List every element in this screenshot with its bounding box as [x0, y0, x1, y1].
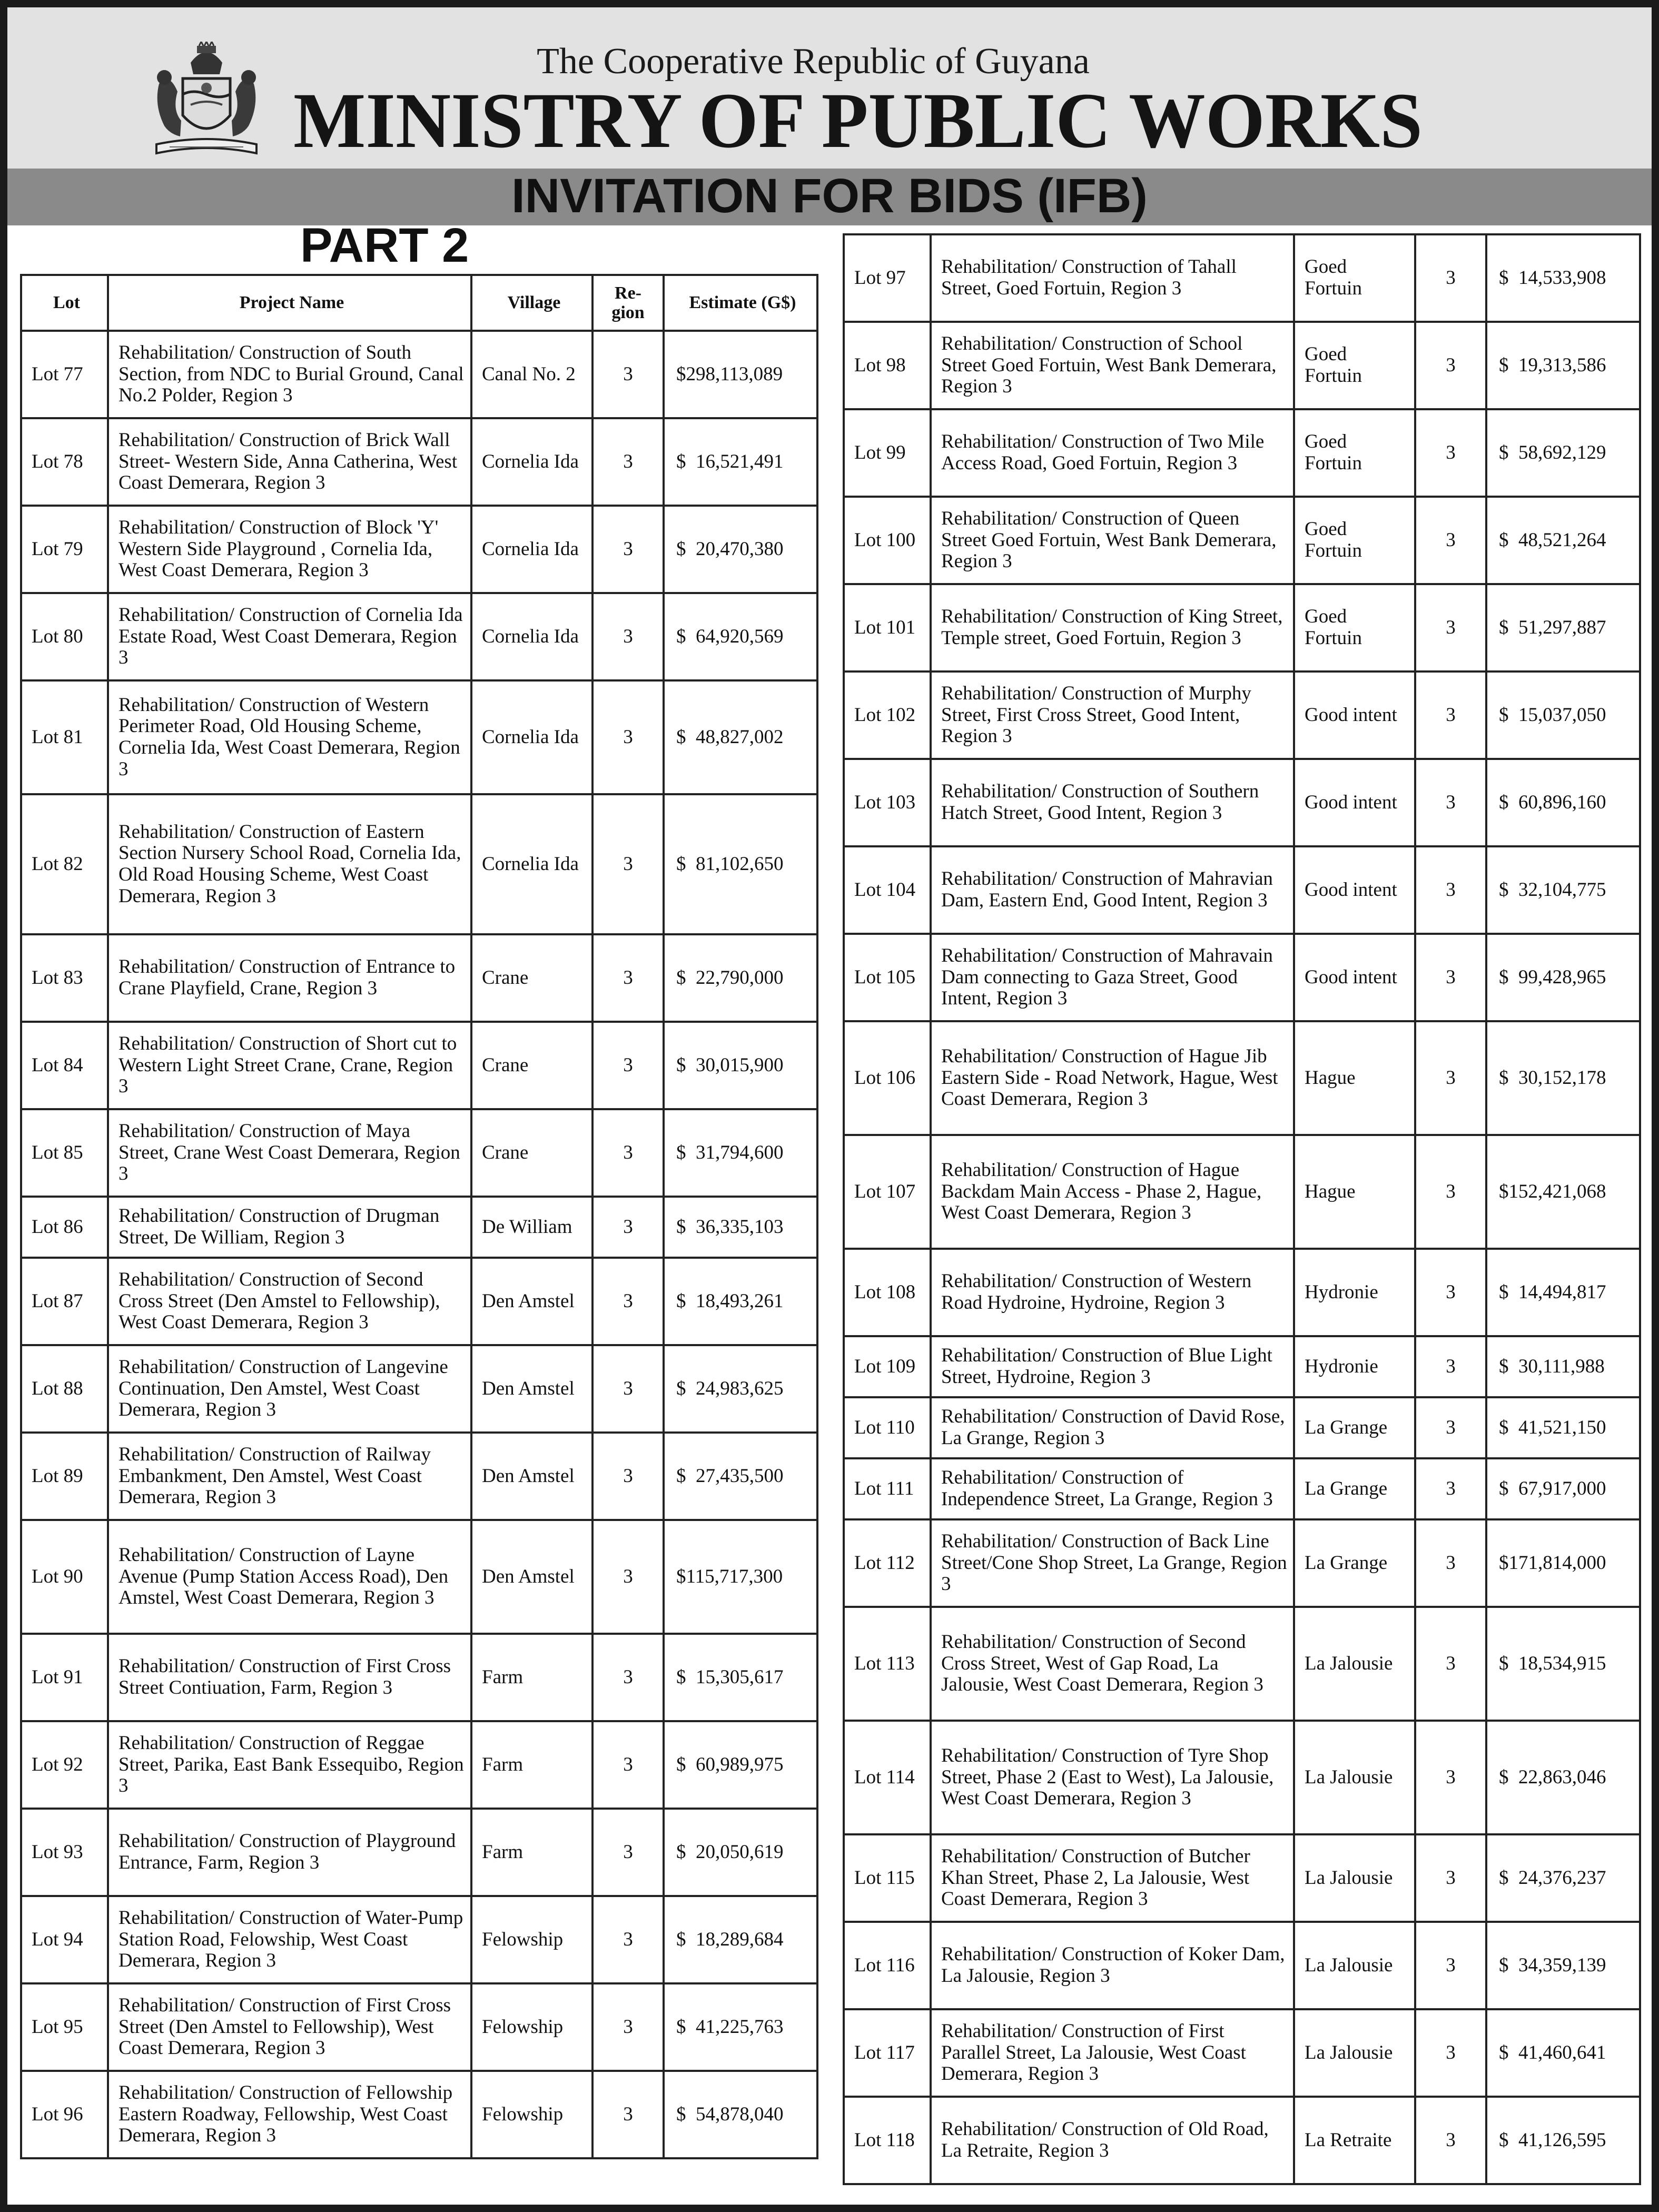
estimate-cell: $115,717,300 [664, 1520, 817, 1634]
village-cell: La Grange [1294, 1397, 1415, 1458]
lot-cell: Lot 82 [21, 794, 108, 934]
village-cell: Felowship [471, 1983, 592, 2071]
lot-cell: Lot 94 [21, 1896, 108, 1983]
region-cell: 3 [1415, 934, 1486, 1021]
village-cell: Good intent [1294, 846, 1415, 934]
region-cell: 3 [592, 1022, 664, 1109]
village-cell: Goed Fortuin [1294, 497, 1415, 584]
lot-cell: Lot 99 [844, 409, 931, 497]
project-name-cell: Rehabilitation/ Construction of Maya Street, Crane West Coast Demerara, Region 3 [108, 1109, 471, 1197]
region-cell: 3 [592, 1721, 664, 1809]
village-cell: Hague [1294, 1021, 1415, 1135]
region-cell: 3 [592, 1896, 664, 1983]
estimate-cell: $ 24,376,237 [1486, 1834, 1640, 1922]
bids-table-right [843, 233, 1641, 2185]
guyana-coat-of-arms-icon [149, 42, 264, 160]
column-header-estimate: Estimate (G$) [664, 275, 817, 331]
village-cell: Hydronie [1294, 1249, 1415, 1336]
region-cell: 3 [1415, 1397, 1486, 1458]
estimate-cell: $ 18,493,261 [664, 1258, 817, 1345]
table-row [21, 1258, 817, 1345]
lot-cell: Lot 100 [844, 497, 931, 584]
lot-cell: Lot 106 [844, 1021, 931, 1135]
column-header-project: Project Name [108, 275, 471, 331]
lot-cell: Lot 105 [844, 934, 931, 1021]
table-row [21, 1520, 817, 1634]
region-cell: 3 [592, 934, 664, 1022]
village-cell: La Grange [1294, 1458, 1415, 1519]
village-cell: Good intent [1294, 934, 1415, 1021]
project-name-cell: Rehabilitation/ Construction of First Cross Street (Den Amstel to Fellowship), West Coast Demerara, Region 3 [108, 1983, 471, 2071]
village-cell: La Jalousie [1294, 1922, 1415, 2009]
table-header-row [21, 275, 817, 331]
lot-cell: Lot 111 [844, 1458, 931, 1519]
village-cell: Cornelia Ida [471, 418, 592, 506]
lot-cell: Lot 110 [844, 1397, 931, 1458]
estimate-cell: $ 34,359,139 [1486, 1922, 1640, 2009]
village-cell: Hydronie [1294, 1336, 1415, 1397]
table-row [21, 418, 817, 506]
region-cell: 3 [592, 331, 664, 418]
part-heading: PART 2 [300, 219, 469, 272]
project-name-cell: Rehabilitation/ Construction of Queen Street Goed Fortuin, West Bank Demerara, Region 3 [931, 497, 1294, 584]
village-cell: Den Amstel [471, 1258, 592, 1345]
estimate-cell: $152,421,068 [1486, 1135, 1640, 1249]
lot-cell: Lot 104 [844, 846, 931, 934]
project-name-cell: Rehabilitation/ Construction of School Street Goed Fortuin, West Bank Demerara, Region 3 [931, 322, 1294, 409]
project-name-cell: Rehabilitation/ Construction of Short cut to Western Light Street Crane, Crane, Region 3 [108, 1022, 471, 1109]
table-row [21, 1896, 817, 1983]
lot-cell: Lot 95 [21, 1983, 108, 2071]
lot-cell: Lot 89 [21, 1433, 108, 1520]
lot-cell: Lot 102 [844, 671, 931, 759]
region-cell: 3 [1415, 846, 1486, 934]
project-name-cell: Rehabilitation/ Construction of Second Cross Street, West of Gap Road, La Jalousie, West Coast Demerara, Region 3 [931, 1607, 1294, 1721]
village-cell: Farm [471, 1809, 592, 1896]
estimate-cell: $ 27,435,500 [664, 1433, 817, 1520]
lot-cell: Lot 88 [21, 1345, 108, 1433]
region-cell: 3 [1415, 759, 1486, 846]
lot-cell: Lot 117 [844, 2009, 931, 2097]
project-name-cell: Rehabilitation/ Construction of Water-Pump Station Road, Felowship, West Coast Demerara, Region 3 [108, 1896, 471, 1983]
table-row [844, 234, 1640, 322]
table-row [844, 322, 1640, 409]
estimate-cell: $ 64,920,569 [664, 593, 817, 680]
table-row [844, 497, 1640, 584]
region-cell: 3 [1415, 2097, 1486, 2184]
region-cell: 3 [592, 1109, 664, 1197]
table-row [844, 759, 1640, 846]
table-row [844, 2097, 1640, 2184]
project-name-cell: Rehabilitation/ Construction of Western Perimeter Road, Old Housing Scheme, Cornelia Ida, West Coast Demerara, Region 3 [108, 680, 471, 794]
village-cell: Canal No. 2 [471, 331, 592, 418]
lot-cell: Lot 84 [21, 1022, 108, 1109]
village-cell: Cornelia Ida [471, 593, 592, 680]
region-cell: 3 [1415, 584, 1486, 671]
region-cell: 3 [592, 593, 664, 680]
project-name-cell: Rehabilitation/ Construction of Layne Avenue (Pump Station Access Road), Den Amstel, West Coast Demerara, Region 3 [108, 1520, 471, 1634]
region-cell: 3 [1415, 1834, 1486, 1922]
village-cell: Den Amstel [471, 1433, 592, 1520]
table-row [844, 934, 1640, 1021]
project-name-cell: Rehabilitation/ Construction of Mahravian Dam, Eastern End, Good Intent, Region 3 [931, 846, 1294, 934]
estimate-cell: $ 51,297,887 [1486, 584, 1640, 671]
project-name-cell: Rehabilitation/ Construction of Playground Entrance, Farm, Region 3 [108, 1809, 471, 1896]
estimate-cell: $ 41,460,641 [1486, 2009, 1640, 2097]
lot-cell: Lot 109 [844, 1336, 931, 1397]
lot-cell: Lot 78 [21, 418, 108, 506]
project-name-cell: Rehabilitation/ Construction of Western Road Hydroine, Hydroine, Region 3 [931, 1249, 1294, 1336]
estimate-cell: $ 48,827,002 [664, 680, 817, 794]
table-row [21, 1109, 817, 1197]
village-cell: Goed Fortuin [1294, 322, 1415, 409]
project-name-cell: Rehabilitation/ Construction of Entrance to Crane Playfield, Crane, Region 3 [108, 934, 471, 1022]
region-cell: 3 [1415, 671, 1486, 759]
column-header-region: Re- gion [592, 275, 664, 331]
village-cell: Crane [471, 934, 592, 1022]
estimate-cell: $ 60,989,975 [664, 1721, 817, 1809]
project-name-cell: Rehabilitation/ Construction of Brick Wall Street- Western Side, Anna Catherina, West Coast Demerara, Region 3 [108, 418, 471, 506]
estimate-cell: $ 60,896,160 [1486, 759, 1640, 846]
project-name-cell: Rehabilitation/ Construction of Independence Street, La Grange, Region 3 [931, 1458, 1294, 1519]
village-cell: Goed Fortuin [1294, 234, 1415, 322]
lot-cell: Lot 83 [21, 934, 108, 1022]
village-cell: Hague [1294, 1135, 1415, 1249]
region-cell: 3 [1415, 409, 1486, 497]
estimate-cell: $ 15,305,617 [664, 1634, 817, 1721]
project-name-cell: Rehabilitation/ Construction of Fellowship Eastern Roadway, Fellowship, West Coast Demerara, Region 3 [108, 2071, 471, 2158]
estimate-cell: $ 81,102,650 [664, 794, 817, 934]
region-cell: 3 [1415, 1135, 1486, 1249]
table-row [844, 846, 1640, 934]
region-cell: 3 [592, 1433, 664, 1520]
region-cell: 3 [592, 1634, 664, 1721]
lot-cell: Lot 77 [21, 331, 108, 418]
lot-cell: Lot 118 [844, 2097, 931, 2184]
estimate-cell: $ 41,126,595 [1486, 2097, 1640, 2184]
lot-cell: Lot 81 [21, 680, 108, 794]
project-name-cell: Rehabilitation/ Construction of First Parallel Street, La Jalousie, West Coast Demerara, Region 3 [931, 2009, 1294, 2097]
estimate-cell: $ 41,225,763 [664, 1983, 817, 2071]
region-cell: 3 [1415, 234, 1486, 322]
region-cell: 3 [1415, 1721, 1486, 1834]
village-cell: La Jalousie [1294, 1834, 1415, 1922]
lot-cell: Lot 103 [844, 759, 931, 846]
region-cell: 3 [1415, 497, 1486, 584]
table-row [844, 1397, 1640, 1458]
table-row [21, 2071, 817, 2158]
estimate-cell: $ 24,983,625 [664, 1345, 817, 1433]
project-name-cell: Rehabilitation/ Construction of Blue Light Street, Hydroine, Region 3 [931, 1336, 1294, 1397]
region-cell: 3 [592, 1983, 664, 2071]
lot-cell: Lot 93 [21, 1809, 108, 1896]
table-row [21, 1433, 817, 1520]
village-cell: De William [471, 1197, 592, 1258]
estimate-cell: $ 20,050,619 [664, 1809, 817, 1896]
estimate-cell: $ 16,521,491 [664, 418, 817, 506]
project-name-cell: Rehabilitation/ Construction of Drugman Street, De William, Region 3 [108, 1197, 471, 1258]
table-row [21, 506, 817, 593]
project-name-cell: Rehabilitation/ Construction of Murphy Street, First Cross Street, Good Intent, Region 3 [931, 671, 1294, 759]
village-cell: Goed Fortuin [1294, 409, 1415, 497]
lot-cell: Lot 85 [21, 1109, 108, 1197]
project-name-cell: Rehabilitation/ Construction of Railway Embankment, Den Amstel, West Coast Demerara, Region 3 [108, 1433, 471, 1520]
estimate-cell: $ 22,863,046 [1486, 1721, 1640, 1834]
lot-cell: Lot 108 [844, 1249, 931, 1336]
project-name-cell: Rehabilitation/ Construction of First Cross Street Contiuation, Farm, Region 3 [108, 1634, 471, 1721]
village-cell: La Retraite [1294, 2097, 1415, 2184]
project-name-cell: Rehabilitation/ Construction of King Street, Temple street, Goed Fortuin, Region 3 [931, 584, 1294, 671]
lot-cell: Lot 92 [21, 1721, 108, 1809]
lot-cell: Lot 79 [21, 506, 108, 593]
bids-table-left [20, 274, 818, 2159]
estimate-cell: $ 19,313,586 [1486, 322, 1640, 409]
ifb-title: INVITATION FOR BIDS (IFB) [511, 169, 1148, 223]
village-cell: Crane [471, 1022, 592, 1109]
village-cell: Good intent [1294, 759, 1415, 846]
table-row [844, 1249, 1640, 1336]
village-cell: Good intent [1294, 671, 1415, 759]
table-row [844, 1519, 1640, 1607]
project-name-cell: Rehabilitation/ Construction of Block 'Y' Western Side Playground , Cornelia Ida, West Coast Demerara, Region 3 [108, 506, 471, 593]
table-row [844, 1336, 1640, 1397]
project-name-cell: Rehabilitation/ Construction of Two Mile Access Road, Goed Fortuin, Region 3 [931, 409, 1294, 497]
region-cell: 3 [592, 1345, 664, 1433]
lot-cell: Lot 96 [21, 2071, 108, 2158]
region-cell: 3 [1415, 1607, 1486, 1721]
region-cell: 3 [1415, 1458, 1486, 1519]
village-cell: Cornelia Ida [471, 506, 592, 593]
table-row [844, 1021, 1640, 1135]
lot-cell: Lot 116 [844, 1922, 931, 2009]
estimate-cell: $ 18,289,684 [664, 1896, 817, 1983]
project-name-cell: Rehabilitation/ Construction of Cornelia Ida Estate Road, West Coast Demerara, Region 3 [108, 593, 471, 680]
lot-cell: Lot 115 [844, 1834, 931, 1922]
region-cell: 3 [1415, 1336, 1486, 1397]
lot-cell: Lot 91 [21, 1634, 108, 1721]
lot-cell: Lot 114 [844, 1721, 931, 1834]
table-row [21, 794, 817, 934]
masthead [7, 7, 1652, 169]
region-cell: 3 [592, 1520, 664, 1634]
estimate-cell: $298,113,089 [664, 331, 817, 418]
region-cell: 3 [592, 2071, 664, 2158]
estimate-cell: $ 41,521,150 [1486, 1397, 1640, 1458]
project-name-cell: Rehabilitation/ Construction of Southern Hatch Street, Good Intent, Region 3 [931, 759, 1294, 846]
estimate-cell: $171,814,000 [1486, 1519, 1640, 1607]
village-cell: Den Amstel [471, 1520, 592, 1634]
column-header-village: Village [471, 275, 592, 331]
estimate-cell: $ 20,470,380 [664, 506, 817, 593]
lot-cell: Lot 113 [844, 1607, 931, 1721]
project-name-cell: Rehabilitation/ Construction of Second Cross Street (Den Amstel to Fellowship), West Coast Demerara, Region 3 [108, 1258, 471, 1345]
estimate-cell: $ 58,692,129 [1486, 409, 1640, 497]
project-name-cell: Rehabilitation/ Construction of Hague Jib Eastern Side - Road Network, Hague, West Coast Demerara, Region 3 [931, 1021, 1294, 1135]
column-header-lot: Lot [21, 275, 108, 331]
village-cell: Cornelia Ida [471, 680, 592, 794]
region-cell: 3 [592, 1809, 664, 1896]
project-name-cell: Rehabilitation/ Construction of David Rose, La Grange, Region 3 [931, 1397, 1294, 1458]
estimate-cell: $ 54,878,040 [664, 2071, 817, 2158]
lot-cell: Lot 112 [844, 1519, 931, 1607]
village-cell: Cornelia Ida [471, 794, 592, 934]
lot-cell: Lot 97 [844, 234, 931, 322]
table-row [844, 409, 1640, 497]
table-row [21, 1809, 817, 1896]
project-name-cell: Rehabilitation/ Construction of Back Line Street/Cone Shop Street, La Grange, Region 3 [931, 1519, 1294, 1607]
region-cell: 3 [1415, 1922, 1486, 2009]
table-row [21, 934, 817, 1022]
project-name-cell: Rehabilitation/ Construction of Eastern Section Nursery School Road, Cornelia Ida, Old Road Housing Scheme, West Coast Demerara, Region 3 [108, 794, 471, 934]
ministry-title: MINISTRY OF PUBLIC WORKS [293, 77, 1423, 164]
estimate-cell: $ 14,533,908 [1486, 234, 1640, 322]
region-cell: 3 [592, 680, 664, 794]
lot-cell: Lot 80 [21, 593, 108, 680]
project-name-cell: Rehabilitation/ Construction of Mahravain Dam connecting to Gaza Street, Good Intent, Region 3 [931, 934, 1294, 1021]
table-row [844, 1721, 1640, 1834]
estimate-cell: $ 30,015,900 [664, 1022, 817, 1109]
table-row [844, 1922, 1640, 2009]
region-cell: 3 [1415, 2009, 1486, 2097]
country-name: The Cooperative Republic of Guyana [537, 41, 1090, 82]
project-name-cell: Rehabilitation/ Construction of Tyre Shop Street, Phase 2 (East to West), La Jalousie, West Coast Demerara, Region 3 [931, 1721, 1294, 1834]
table-row [21, 1634, 817, 1721]
estimate-cell: $ 48,521,264 [1486, 497, 1640, 584]
project-name-cell: Rehabilitation/ Construction of South Section, from NDC to Burial Ground, Canal No.2 Polder, Region 3 [108, 331, 471, 418]
estimate-cell: $ 99,428,965 [1486, 934, 1640, 1021]
estimate-cell: $ 31,794,600 [664, 1109, 817, 1197]
project-name-cell: Rehabilitation/ Construction of Old Road, La Retraite, Region 3 [931, 2097, 1294, 2184]
project-name-cell: Rehabilitation/ Construction of Reggae Street, Parika, East Bank Essequibo, Region 3 [108, 1721, 471, 1809]
table-row [21, 1345, 817, 1433]
project-name-cell: Rehabilitation/ Construction of Hague Backdam Main Access - Phase 2, Hague, West Coast Demerara, Region 3 [931, 1135, 1294, 1249]
village-cell: La Jalousie [1294, 2009, 1415, 2097]
table-row [844, 1458, 1640, 1519]
project-name-cell: Rehabilitation/ Construction of Koker Dam, La Jalousie, Region 3 [931, 1922, 1294, 2009]
project-name-cell: Rehabilitation/ Construction of Butcher Khan Street, Phase 2, La Jalousie, West Coast Demerara, Region 3 [931, 1834, 1294, 1922]
village-cell: Goed Fortuin [1294, 584, 1415, 671]
village-cell: La Grange [1294, 1519, 1415, 1607]
table-row [21, 1721, 817, 1809]
table-row [844, 1834, 1640, 1922]
region-cell: 3 [592, 418, 664, 506]
village-cell: La Jalousie [1294, 1721, 1415, 1834]
table-row [844, 1135, 1640, 1249]
table-row [21, 680, 817, 794]
village-cell: Farm [471, 1634, 592, 1721]
table-row [844, 584, 1640, 671]
region-cell: 3 [1415, 322, 1486, 409]
lot-cell: Lot 87 [21, 1258, 108, 1345]
region-cell: 3 [1415, 1021, 1486, 1135]
region-cell: 3 [592, 1258, 664, 1345]
table-row [844, 671, 1640, 759]
table-row [21, 593, 817, 680]
region-cell: 3 [592, 794, 664, 934]
lot-cell: Lot 101 [844, 584, 931, 671]
table-row [21, 1022, 817, 1109]
region-cell: 3 [592, 1197, 664, 1258]
table-row [21, 1197, 817, 1258]
village-cell: Crane [471, 1109, 592, 1197]
village-cell: Farm [471, 1721, 592, 1809]
lot-cell: Lot 86 [21, 1197, 108, 1258]
estimate-cell: $ 18,534,915 [1486, 1607, 1640, 1721]
project-name-cell: Rehabilitation/ Construction of Langevine Continuation, Den Amstel, West Coast Demerara, Region 3 [108, 1345, 471, 1433]
region-cell: 3 [1415, 1519, 1486, 1607]
village-cell: La Jalousie [1294, 1607, 1415, 1721]
table-row [844, 1607, 1640, 1721]
table-row [21, 1983, 817, 2071]
estimate-cell: $ 14,494,817 [1486, 1249, 1640, 1336]
ifb-banner [7, 169, 1652, 225]
estimate-cell: $ 30,111,988 [1486, 1336, 1640, 1397]
project-name-cell: Rehabilitation/ Construction of Tahall Street, Goed Fortuin, Region 3 [931, 234, 1294, 322]
estimate-cell: $ 30,152,178 [1486, 1021, 1640, 1135]
lot-cell: Lot 90 [21, 1520, 108, 1634]
estimate-cell: $ 15,037,050 [1486, 671, 1640, 759]
estimate-cell: $ 32,104,775 [1486, 846, 1640, 934]
region-cell: 3 [1415, 1249, 1486, 1336]
table-row [844, 2009, 1640, 2097]
lot-cell: Lot 107 [844, 1135, 931, 1249]
estimate-cell: $ 36,335,103 [664, 1197, 817, 1258]
region-cell: 3 [592, 506, 664, 593]
village-cell: Den Amstel [471, 1345, 592, 1433]
village-cell: Felowship [471, 2071, 592, 2158]
estimate-cell: $ 22,790,000 [664, 934, 817, 1022]
village-cell: Felowship [471, 1896, 592, 1983]
table-row [21, 331, 817, 418]
estimate-cell: $ 67,917,000 [1486, 1458, 1640, 1519]
lot-cell: Lot 98 [844, 322, 931, 409]
